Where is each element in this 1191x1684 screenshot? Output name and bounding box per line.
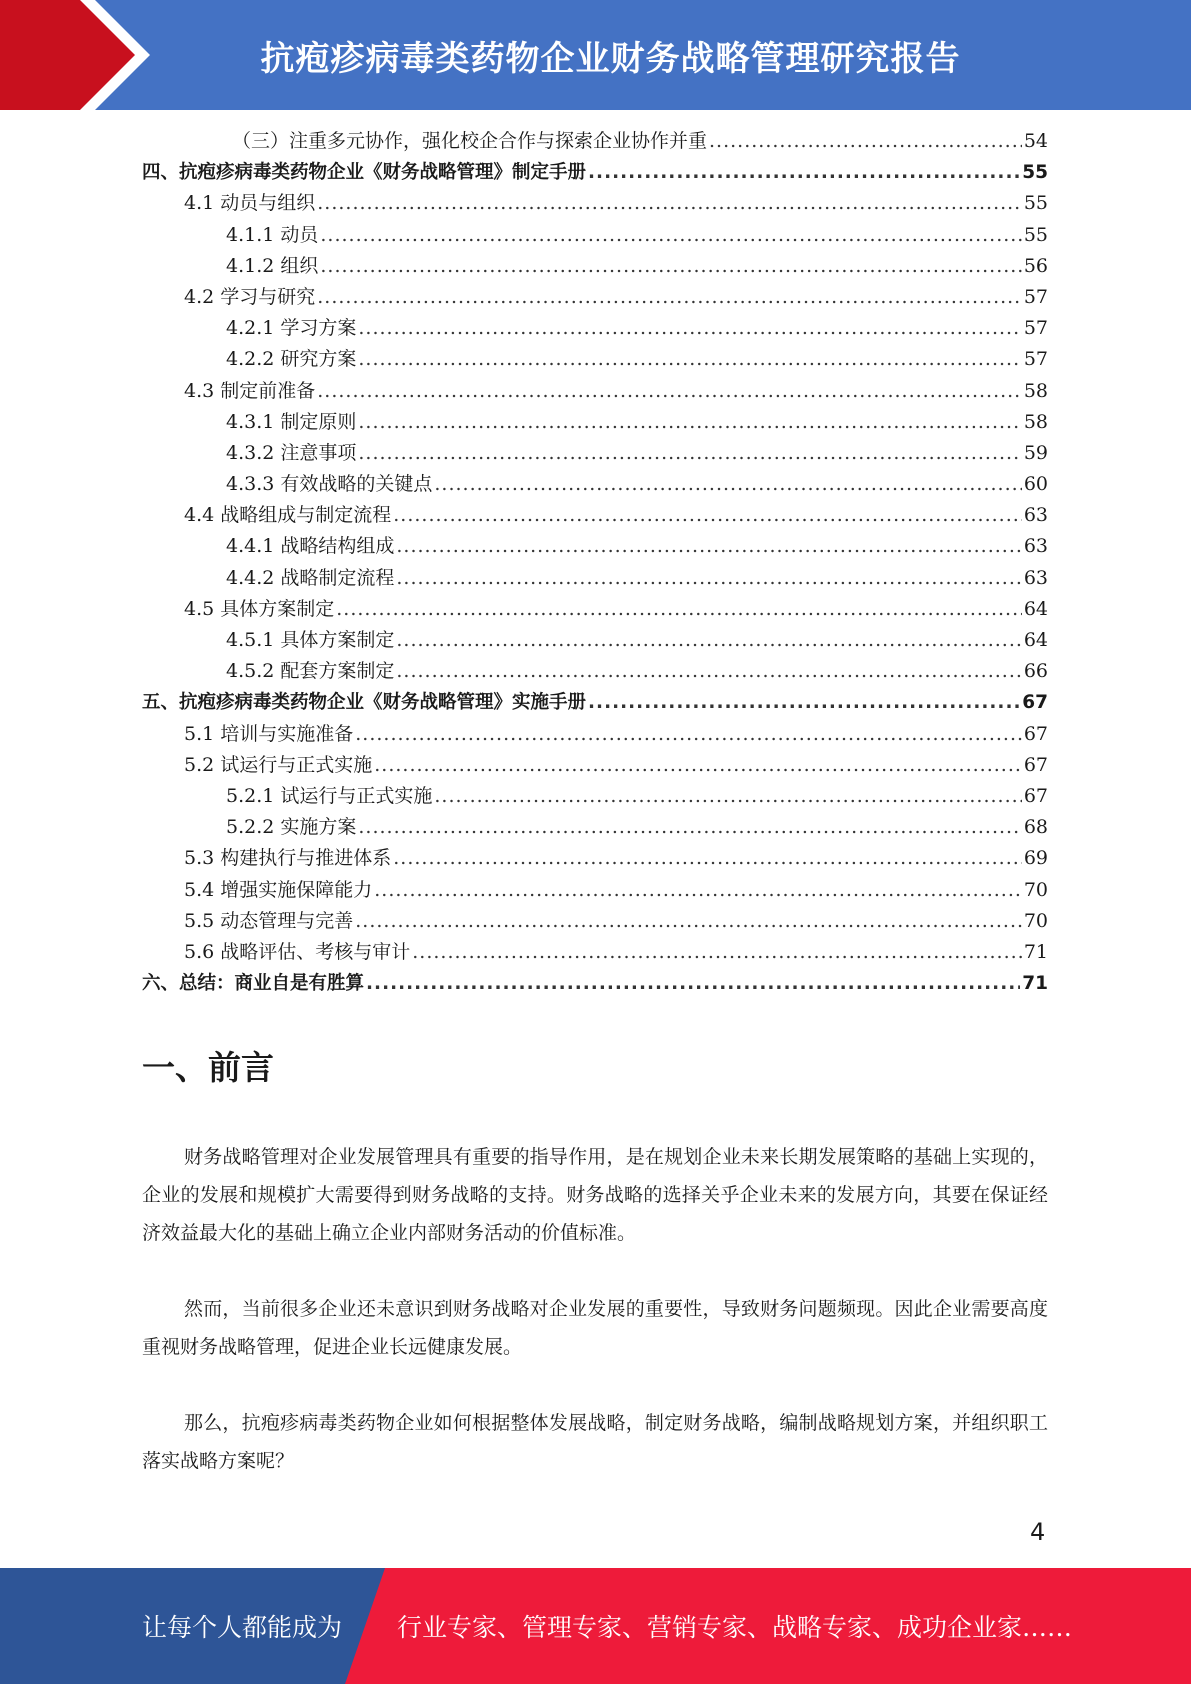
toc-entry[interactable] — [142, 438, 1048, 469]
toc-leader-dots — [588, 687, 1020, 718]
footer-banner — [0, 1568, 1191, 1684]
toc-entry-page: 64 — [1023, 597, 1048, 620]
toc-entry-page: 54 — [1023, 130, 1048, 152]
toc-entry-label: 4.3.2 注意事项 — [226, 441, 357, 464]
toc-leader-dots — [588, 157, 1020, 188]
toc-leader-dots — [358, 438, 1021, 469]
toc-entry[interactable] — [142, 656, 1048, 687]
header-title: 抗疱疹病毒类药物企业财务战略管理研究报告 — [260, 38, 961, 79]
toc-entry-page: 57 — [1023, 285, 1048, 308]
toc-leader-dots — [393, 500, 1022, 531]
toc-entry-label: 4.1.1 动员 — [226, 223, 319, 246]
toc-entry-page: 63 — [1023, 504, 1048, 527]
toc-entry[interactable] — [142, 188, 1048, 219]
toc-entry-page: 63 — [1023, 535, 1048, 558]
toc-entry-label: 五、抗疱疹病毒类药物企业《财务战略管理》实施手册 — [142, 692, 587, 714]
toc-leader-dots — [396, 656, 1021, 687]
toc-entry[interactable] — [142, 344, 1048, 375]
toc-entry[interactable] — [142, 875, 1048, 906]
toc-entry-label: 4.3.1 制定原则 — [226, 410, 357, 433]
table-of-contents — [142, 126, 1048, 999]
toc-entry[interactable] — [142, 282, 1048, 313]
toc-leader-dots — [412, 937, 1022, 968]
toc-entry-page: 67 — [1022, 692, 1048, 714]
toc-entry-page: 59 — [1023, 441, 1048, 464]
paragraph-1: 财务战略管理对企业发展管理具有重要的指导作用，是在规划企业未来长期发展策略的基础上实现的，企业的发展和规模扩大需要得到财务战略的支持。财务战略的选择关乎企业未来的发展方向，其要在保证经济效益最大化的基础上确立企业内部财务活动的价值标准。 — [142, 1146, 1048, 1244]
toc-entry-page: 55 — [1023, 223, 1048, 246]
toc-entry-page: 58 — [1023, 379, 1048, 402]
toc-entry-label: 5.3 构建执行与推进体系 — [184, 847, 392, 870]
header-banner — [0, 0, 1191, 110]
toc-leader-dots — [320, 251, 1021, 282]
toc-entry-label: 5.4 增强实施保障能力 — [184, 878, 373, 901]
toc-entry-label: 4.1 动员与组织 — [184, 192, 316, 215]
toc-entry-label: 六、总结：商业自是有胜算 — [142, 973, 365, 995]
toc-entry[interactable] — [142, 812, 1048, 843]
toc-entry-page: 56 — [1023, 254, 1048, 277]
toc-entry-label: 4.3 制定前准备 — [184, 379, 316, 402]
toc-entry[interactable] — [142, 313, 1048, 344]
toc-entry[interactable] — [142, 687, 1048, 718]
footer-slogan-right: 行业专家、管理专家、营销专家、战略专家、成功企业家…… — [397, 1613, 1073, 1642]
paragraph-2: 然而，当前很多企业还未意识到财务战略对企业发展的重要性，导致财务问题频现。因此企业需要高度重视财务战略管理，促进企业长远健康发展。 — [142, 1298, 1048, 1358]
toc-entry-label: 4.2 学习与研究 — [184, 285, 316, 308]
toc-entry-page: 63 — [1023, 566, 1048, 589]
toc-leader-dots — [317, 282, 1022, 313]
toc-entry-label: 5.1 培训与实施准备 — [184, 722, 354, 745]
toc-entry-label: 4.3.3 有效战略的关键点 — [226, 473, 433, 496]
footer-slogan-left: 让每个人都能成为 — [142, 1613, 343, 1642]
toc-entry[interactable] — [142, 594, 1048, 625]
toc-leader-dots — [374, 875, 1022, 906]
toc-entry[interactable] — [142, 719, 1048, 750]
toc-entry-label: 4.5.2 配套方案制定 — [226, 660, 395, 683]
toc-leader-dots — [358, 812, 1021, 843]
toc-entry[interactable] — [142, 376, 1048, 407]
toc-entry-page: 57 — [1023, 348, 1048, 371]
toc-entry-page: 69 — [1023, 847, 1048, 870]
toc-entry-label: 四、抗疱疹病毒类药物企业《财务战略管理》制定手册 — [142, 162, 587, 184]
toc-entry-page: 66 — [1023, 660, 1048, 683]
toc-entry-page: 57 — [1023, 317, 1048, 340]
toc-leader-dots — [317, 376, 1022, 407]
toc-entry-label: 4.4.2 战略制定流程 — [226, 566, 395, 589]
toc-entry-page: 71 — [1023, 940, 1048, 963]
toc-entry[interactable] — [142, 750, 1048, 781]
toc-entry[interactable] — [142, 968, 1048, 999]
toc-entry-page: 55 — [1022, 162, 1048, 184]
toc-leader-dots — [396, 625, 1021, 656]
toc-entry-page: 71 — [1022, 973, 1048, 995]
toc-entry[interactable] — [142, 937, 1048, 968]
toc-leader-dots — [358, 313, 1021, 344]
toc-entry-label: 4.5 具体方案制定 — [184, 597, 335, 620]
toc-leader-dots — [355, 719, 1022, 750]
toc-entry[interactable] — [142, 625, 1048, 656]
toc-entry-page: 64 — [1023, 629, 1048, 651]
toc-entry-page: 70 — [1023, 878, 1048, 901]
section-title: 一、前言 — [142, 1048, 274, 1087]
toc-leader-dots — [434, 781, 1021, 812]
toc-entry[interactable] — [142, 469, 1048, 500]
toc-entry-label: 4.2.2 研究方案 — [226, 348, 357, 371]
toc-leader-dots — [709, 126, 1022, 157]
page-number: 4 — [1030, 1518, 1046, 1546]
toc-entry-page: 58 — [1023, 410, 1048, 433]
toc-entry-label: 4.4 战略组成与制定流程 — [184, 504, 392, 527]
toc-entry[interactable] — [142, 220, 1048, 251]
toc-entry-label: 4.1.2 组织 — [226, 254, 319, 277]
toc-leader-dots — [320, 220, 1021, 251]
toc-entry-page: 67 — [1023, 722, 1048, 745]
toc-entry-label: 5.5 动态管理与完善 — [184, 909, 354, 932]
toc-entry[interactable] — [142, 126, 1048, 157]
toc-entry-label: 4.4.1 战略结构组成 — [226, 535, 395, 558]
toc-entry-page: 68 — [1023, 816, 1048, 839]
toc-entry[interactable] — [142, 531, 1048, 562]
toc-entry[interactable] — [142, 407, 1048, 438]
toc-entry[interactable] — [142, 781, 1048, 812]
toc-leader-dots — [366, 968, 1020, 999]
toc-entry[interactable] — [142, 157, 1048, 188]
toc-leader-dots — [434, 469, 1021, 500]
toc-leader-dots — [374, 750, 1022, 781]
toc-entry-label: （三）注重多元协作，强化校企合作与探索企业协作并重 — [232, 130, 708, 152]
toc-entry-label: 5.6 战略评估、考核与审计 — [184, 940, 411, 963]
toc-entry[interactable] — [142, 843, 1048, 874]
toc-leader-dots — [396, 563, 1021, 594]
toc-leader-dots — [355, 906, 1022, 937]
toc-leader-dots — [393, 843, 1022, 874]
toc-entry-label: 4.2.1 学习方案 — [226, 317, 357, 340]
toc-entry-page: 70 — [1023, 909, 1048, 932]
toc-entry[interactable] — [142, 563, 1048, 594]
toc-entry-page: 67 — [1023, 753, 1048, 776]
toc-entry-page: 67 — [1023, 784, 1048, 807]
toc-entry[interactable] — [142, 251, 1048, 282]
toc-entry-label: 4.5.1 具体方案制定 — [226, 629, 395, 651]
toc-entry[interactable] — [142, 500, 1048, 531]
toc-leader-dots — [396, 531, 1021, 562]
toc-entry-label: 5.2.2 实施方案 — [226, 816, 357, 839]
toc-leader-dots — [317, 188, 1022, 219]
toc-entry-page: 60 — [1023, 473, 1048, 496]
toc-entry-label: 5.2.1 试运行与正式实施 — [226, 784, 433, 807]
paragraph-3: 那么，抗疱疹病毒类药物企业如何根据整体发展战略，制定财务战略，编制战略规划方案，并组织职工落实战略方案呢？ — [142, 1412, 1048, 1472]
toc-entry-page: 55 — [1023, 192, 1048, 215]
toc-leader-dots — [336, 594, 1022, 625]
toc-leader-dots — [358, 407, 1021, 438]
toc-entry-label: 5.2 试运行与正式实施 — [184, 753, 373, 776]
toc-entry[interactable] — [142, 906, 1048, 937]
toc-leader-dots — [358, 344, 1021, 375]
